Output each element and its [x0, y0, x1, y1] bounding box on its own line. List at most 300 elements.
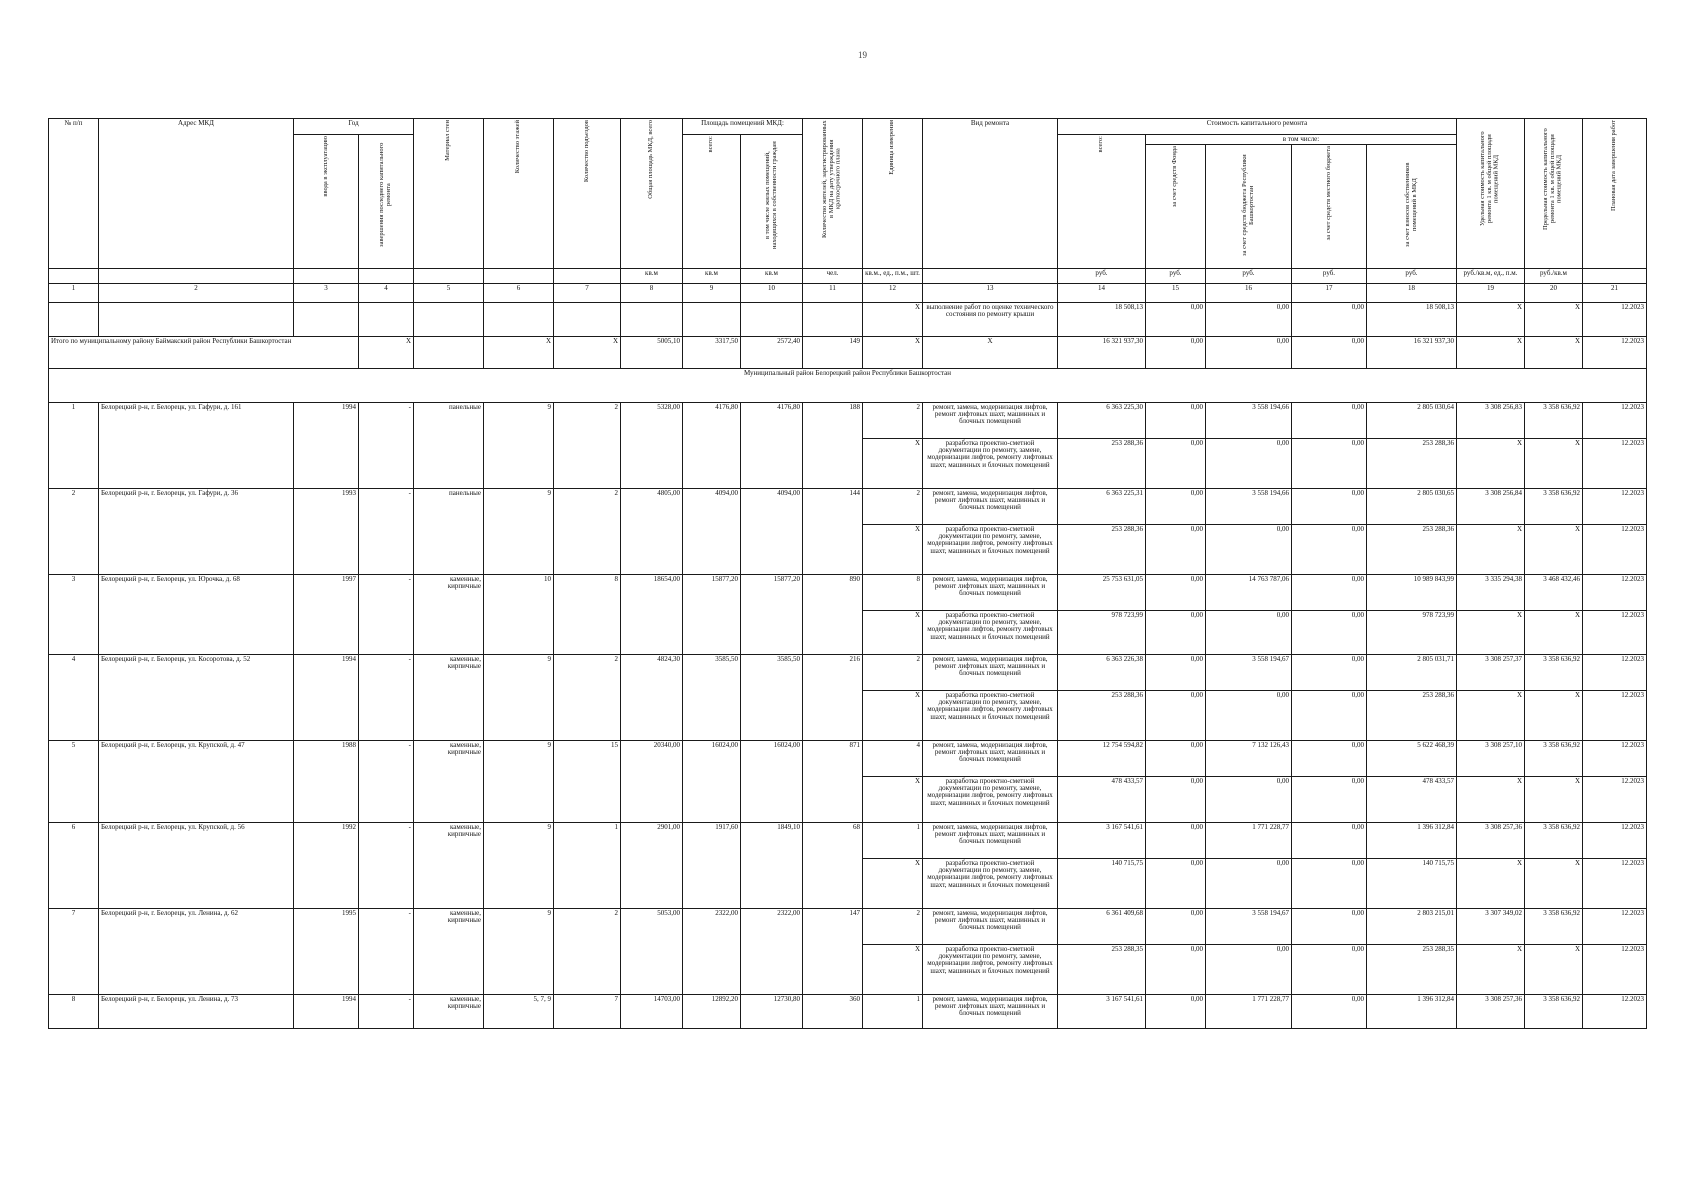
row-residents: 68 [803, 822, 863, 908]
work-republic: 1 771 228,77 [1206, 822, 1292, 858]
work-fund: 0,00 [1146, 654, 1206, 690]
work-owners: 978 723,99 [1367, 610, 1457, 654]
unit-cell [923, 268, 1058, 283]
table-row [49, 574, 1647, 610]
work-owners: 2 805 030,65 [1367, 488, 1457, 524]
work-description: разработка проектно-сметной документации по ремонту, замене, модернизации лифтов, ремонту лифтовых шахт, машинных и блочных помещений [923, 858, 1058, 908]
row-area: 2901,00 [621, 822, 683, 908]
work-specific: X [1457, 690, 1525, 740]
section-title: Муниципальный район Белорецкий район Республики Башкортостан [49, 368, 1647, 402]
work-max: X [1525, 776, 1583, 822]
work-local: 0,00 [1292, 402, 1367, 438]
row-number: 7 [49, 908, 99, 994]
work-local: 0,00 [1292, 944, 1367, 994]
header-floors: Количество этажей [514, 120, 522, 174]
row-material: каменные, кирпичные [414, 740, 484, 822]
header-no: № п/п [49, 119, 99, 269]
row-residents: 144 [803, 488, 863, 574]
row-last-repair: - [359, 488, 414, 574]
work-local: 0,00 [1292, 488, 1367, 524]
total-row-residential: 2572,40 [741, 336, 803, 368]
work-total: 253 288,36 [1058, 524, 1146, 574]
pre-row-specific: X [1457, 302, 1525, 336]
table-row [49, 740, 1647, 776]
header-premises-residential: в том числе жилых помещений, находящихся в собственности граждан [763, 141, 778, 249]
row-residents: 360 [803, 994, 863, 1028]
work-total: 253 288,35 [1058, 944, 1146, 994]
work-republic: 1 771 228,77 [1206, 994, 1292, 1028]
header-cost-owners: за счет взносов собственников помещений в МКД [1403, 163, 1418, 248]
work-total: 6 363 226,38 [1058, 654, 1146, 690]
column-index-cell: 8 [621, 283, 683, 302]
units-row [49, 268, 1647, 283]
work-owners: 5 622 468,39 [1367, 740, 1457, 776]
work-unit: 8 [863, 574, 923, 610]
work-date: 12.2023 [1583, 908, 1647, 944]
row-area: 5053,00 [621, 908, 683, 994]
row-entrances: 1 [554, 822, 621, 908]
total-row-area: 5005,10 [621, 336, 683, 368]
row-last-repair: - [359, 740, 414, 822]
work-unit: X [863, 944, 923, 994]
row-residential: 12730,80 [741, 994, 803, 1028]
pre-row-local: 0,00 [1292, 302, 1367, 336]
work-date: 12.2023 [1583, 524, 1647, 574]
row-residents: 188 [803, 402, 863, 488]
work-description: ремонт, замена, модернизация лифтов, ремонт лифтовых шахт, машинных и блочных помещений [923, 994, 1058, 1028]
unit-cell [484, 268, 554, 283]
row-residents: 147 [803, 908, 863, 994]
work-specific: 3 308 257,36 [1457, 994, 1525, 1028]
column-index-cell: 9 [683, 283, 741, 302]
pre-row-unit: X [863, 302, 923, 336]
row-year: 1993 [294, 488, 359, 574]
header-cost: Стоимость капитального ремонта [1058, 119, 1457, 135]
column-index-cell: 19 [1457, 283, 1525, 302]
row-number: 8 [49, 994, 99, 1028]
work-description: разработка проектно-сметной документации по ремонту, замене, модернизации лифтов, ремонту лифтовых шахт, машинных и блочных помещений [923, 944, 1058, 994]
work-date: 12.2023 [1583, 654, 1647, 690]
total-row-local: 0,00 [1292, 336, 1367, 368]
unit-cell [49, 268, 99, 283]
row-year: 1997 [294, 574, 359, 654]
row-last-repair: - [359, 994, 414, 1028]
work-description: разработка проектно-сметной документации по ремонту, замене, модернизации лифтов, ремонту лифтовых шахт, машинных и блочных помещений [923, 438, 1058, 488]
row-entrances: 15 [554, 740, 621, 822]
row-residents: 216 [803, 654, 863, 740]
total-row-date: 12.2023 [1583, 336, 1647, 368]
column-index-row [49, 283, 1647, 302]
work-date: 12.2023 [1583, 776, 1647, 822]
work-local: 0,00 [1292, 610, 1367, 654]
work-fund: 0,00 [1146, 944, 1206, 994]
work-local: 0,00 [1292, 858, 1367, 908]
row-address: Белорецкий р-н, г. Белорецк, ул. Юрочка, д. 68 [99, 574, 294, 654]
work-unit: 2 [863, 402, 923, 438]
header-max-cost: Предельная стоимость капитального ремонта 1 кв. м общей площади помещений МКД [1542, 128, 1563, 230]
column-index-cell: 6 [484, 283, 554, 302]
row-area: 4805,00 [621, 488, 683, 574]
total-row-republic: 0,00 [1206, 336, 1292, 368]
header-unit: Единица измерения [888, 120, 896, 175]
pre-row-republic: 0,00 [1206, 302, 1292, 336]
work-owners: 478 433,57 [1367, 776, 1457, 822]
work-local: 0,00 [1292, 822, 1367, 858]
work-date: 12.2023 [1583, 488, 1647, 524]
work-republic: 3 558 194,67 [1206, 654, 1292, 690]
row-floors: 9 [484, 488, 554, 574]
row-material: панельные [414, 488, 484, 574]
work-owners: 2 805 031,71 [1367, 654, 1457, 690]
total-row-label: Итого по муниципальному району Баймакский район Республики Башкортостан [49, 336, 359, 368]
row-area: 14703,00 [621, 994, 683, 1028]
work-date: 12.2023 [1583, 994, 1647, 1028]
work-specific: 3 308 256,84 [1457, 488, 1525, 524]
total-row-floors: X [484, 336, 554, 368]
column-index-cell: 17 [1292, 283, 1367, 302]
work-max: X [1525, 438, 1583, 488]
work-fund: 0,00 [1146, 690, 1206, 740]
work-republic: 14 763 787,06 [1206, 574, 1292, 610]
table-row [49, 402, 1647, 438]
work-description: ремонт, замена, модернизация лифтов, ремонт лифтовых шахт, машинных и блочных помещений [923, 822, 1058, 858]
work-local: 0,00 [1292, 740, 1367, 776]
header-address: Адрес МКД [99, 119, 294, 269]
work-date: 12.2023 [1583, 858, 1647, 908]
row-residents: 890 [803, 574, 863, 654]
work-fund: 0,00 [1146, 908, 1206, 944]
table-row [49, 654, 1647, 690]
work-max: 3 358 636,92 [1525, 402, 1583, 438]
unit-cell [359, 268, 414, 283]
work-fund: 0,00 [1146, 822, 1206, 858]
work-republic: 0,00 [1206, 858, 1292, 908]
column-index-cell: 7 [554, 283, 621, 302]
work-description: ремонт, замена, модернизация лифтов, ремонт лифтовых шахт, машинных и блочных помещений [923, 654, 1058, 690]
row-address: Белорецкий р-н, г. Белорецк, ул. Гафури, д. 161 [99, 402, 294, 488]
row-premises: 12892,20 [683, 994, 741, 1028]
work-max: 3 358 636,92 [1525, 740, 1583, 776]
column-index-cell: 21 [1583, 283, 1647, 302]
work-unit: 2 [863, 488, 923, 524]
unit-cell: кв.м [741, 268, 803, 283]
work-unit: 1 [863, 822, 923, 858]
row-last-repair: - [359, 402, 414, 488]
row-floors: 10 [484, 574, 554, 654]
work-max: 3 468 432,46 [1525, 574, 1583, 610]
work-date: 12.2023 [1583, 690, 1647, 740]
work-total: 253 288,36 [1058, 438, 1146, 488]
header-entrances: Количество подъездов [582, 120, 590, 183]
work-fund: 0,00 [1146, 858, 1206, 908]
header-cost-local: за счет средств местного бюджета [1324, 146, 1332, 241]
total-row-residents: 149 [803, 336, 863, 368]
row-residential: 16024,00 [741, 740, 803, 822]
row-last-repair: - [359, 654, 414, 740]
pre-row-max: X [1525, 302, 1583, 336]
work-specific: 3 308 257,37 [1457, 654, 1525, 690]
unit-cell: руб. [1292, 268, 1367, 283]
column-index-cell: 18 [1367, 283, 1457, 302]
total-row-entrances: X [554, 336, 621, 368]
work-republic: 0,00 [1206, 690, 1292, 740]
total-row-specific: X [1457, 336, 1525, 368]
work-local: 0,00 [1292, 438, 1367, 488]
work-total: 3 167 541,61 [1058, 822, 1146, 858]
total-row-work: X [923, 336, 1058, 368]
work-max: X [1525, 858, 1583, 908]
work-description: ремонт, замена, модернизация лифтов, ремонт лифтовых шахт, машинных и блочных помещений [923, 740, 1058, 776]
pre-row-total: 18 508,13 [1058, 302, 1146, 336]
row-material: каменные, кирпичные [414, 822, 484, 908]
row-premises: 4094,00 [683, 488, 741, 574]
work-fund: 0,00 [1146, 402, 1206, 438]
header-premises-total: всего: [707, 136, 715, 153]
total-row [49, 336, 1647, 368]
row-area: 4824,30 [621, 654, 683, 740]
unit-cell [99, 268, 294, 283]
work-fund: 0,00 [1146, 776, 1206, 822]
row-entrances: 7 [554, 994, 621, 1028]
work-date: 12.2023 [1583, 822, 1647, 858]
row-premises: 3585,50 [683, 654, 741, 740]
row-entrances: 8 [554, 574, 621, 654]
row-area: 18654,00 [621, 574, 683, 654]
work-total: 3 167 541,61 [1058, 994, 1146, 1028]
work-description: ремонт, замена, модернизация лифтов, ремонт лифтовых шахт, машинных и блочных помещений [923, 574, 1058, 610]
work-republic: 0,00 [1206, 438, 1292, 488]
total-row-premises: 3317,50 [683, 336, 741, 368]
work-max: 3 358 636,92 [1525, 488, 1583, 524]
total-row-fund: 0,00 [1146, 336, 1206, 368]
work-owners: 253 288,35 [1367, 944, 1457, 994]
row-area: 5328,00 [621, 402, 683, 488]
work-date: 12.2023 [1583, 944, 1647, 994]
work-description: разработка проектно-сметной документации по ремонту, замене, модернизации лифтов, ремонту лифтовых шахт, машинных и блочных помещений [923, 690, 1058, 740]
work-owners: 1 396 312,84 [1367, 822, 1457, 858]
row-last-repair: - [359, 908, 414, 994]
row-number: 5 [49, 740, 99, 822]
row-entrances: 2 [554, 402, 621, 488]
work-republic: 0,00 [1206, 610, 1292, 654]
row-entrances: 2 [554, 488, 621, 574]
work-specific: 3 308 257,10 [1457, 740, 1525, 776]
work-republic: 3 558 194,67 [1206, 908, 1292, 944]
work-specific: X [1457, 776, 1525, 822]
header-wall-material: Материал стен [444, 120, 452, 161]
row-residential: 3585,50 [741, 654, 803, 740]
row-material: каменные, кирпичные [414, 994, 484, 1028]
unit-cell: кв.м [683, 268, 741, 283]
work-fund: 0,00 [1146, 438, 1206, 488]
column-index-cell: 2 [99, 283, 294, 302]
work-date: 12.2023 [1583, 740, 1647, 776]
work-local: 0,00 [1292, 654, 1367, 690]
work-total: 253 288,36 [1058, 690, 1146, 740]
work-specific: 3 335 294,38 [1457, 574, 1525, 610]
work-max: 3 358 636,92 [1525, 994, 1583, 1028]
page-number: 19 [858, 50, 867, 60]
row-year: 1994 [294, 654, 359, 740]
header-repair-type: Вид ремонта [923, 119, 1058, 269]
row-address: Белорецкий р-н, г. Белорецк, ул. Ленина, д. 73 [99, 994, 294, 1028]
column-index-cell: 20 [1525, 283, 1583, 302]
row-material: каменные, кирпичные [414, 574, 484, 654]
work-date: 12.2023 [1583, 402, 1647, 438]
unit-cell [414, 268, 484, 283]
row-address: Белорецкий р-н, г. Белорецк, ул. Крупской, д. 47 [99, 740, 294, 822]
work-unit: X [863, 690, 923, 740]
row-floors: 9 [484, 654, 554, 740]
work-description: ремонт, замена, модернизация лифтов, ремонт лифтовых шахт, машинных и блочных помещений [923, 488, 1058, 524]
work-unit: X [863, 776, 923, 822]
row-residential: 4176,80 [741, 402, 803, 488]
work-total: 478 433,57 [1058, 776, 1146, 822]
column-index-cell: 4 [359, 283, 414, 302]
row-floors: 9 [484, 822, 554, 908]
header-specific-cost: Удельная стоимость капитального ремонта 1 кв. м общей площади помещений МКД [1479, 131, 1500, 227]
work-specific: X [1457, 944, 1525, 994]
unit-cell: кв.м., ед., п.м., шт. [863, 268, 923, 283]
pre-row-date: 12.2023 [1583, 302, 1647, 336]
row-address: Белорецкий р-н, г. Белорецк, ул. Гафури, д. 36 [99, 488, 294, 574]
row-number: 3 [49, 574, 99, 654]
total-row-total: 16 321 937,30 [1058, 336, 1146, 368]
work-unit: X [863, 438, 923, 488]
unit-cell [294, 268, 359, 283]
work-owners: 253 288,36 [1367, 690, 1457, 740]
work-local: 0,00 [1292, 994, 1367, 1028]
work-local: 0,00 [1292, 524, 1367, 574]
row-year: 1994 [294, 402, 359, 488]
header-total-area: Общая площадь МКД, всего [647, 120, 655, 199]
row-address: Белорецкий р-н, г. Белорецк, ул. Косоротова, д. 52 [99, 654, 294, 740]
row-floors: 5, 7, 9 [484, 994, 554, 1028]
work-unit: 1 [863, 994, 923, 1028]
work-unit: X [863, 858, 923, 908]
row-residential: 15877,20 [741, 574, 803, 654]
header-year-commission: ввода в эксплуатацию [321, 136, 329, 197]
header-residents: Количество жителей, зарегистрированных в МКД на дату утверждения краткосрочного плана [821, 120, 842, 238]
row-premises: 2322,00 [683, 908, 741, 994]
work-unit: 2 [863, 908, 923, 944]
work-max: 3 358 636,92 [1525, 654, 1583, 690]
total-row-unit: X [863, 336, 923, 368]
work-owners: 1 396 312,84 [1367, 994, 1457, 1028]
table-row [49, 994, 1647, 1028]
work-date: 12.2023 [1583, 610, 1647, 654]
pre-row-fund: 0,00 [1146, 302, 1206, 336]
section-row [49, 368, 1647, 402]
column-index-cell: 11 [803, 283, 863, 302]
work-total: 6 363 225,31 [1058, 488, 1146, 524]
work-total: 12 754 594,82 [1058, 740, 1146, 776]
column-index-cell: 16 [1206, 283, 1292, 302]
row-floors: 9 [484, 402, 554, 488]
work-total: 25 753 631,05 [1058, 574, 1146, 610]
row-material: каменные, кирпичные [414, 908, 484, 994]
column-index-cell: 10 [741, 283, 803, 302]
work-specific: X [1457, 524, 1525, 574]
work-total: 6 361 409,68 [1058, 908, 1146, 944]
work-max: 3 358 636,92 [1525, 908, 1583, 944]
row-year: 1995 [294, 908, 359, 994]
column-index-cell: 15 [1146, 283, 1206, 302]
column-index-cell: 5 [414, 283, 484, 302]
header-premises-area: Площадь помещений МКД: [683, 119, 803, 135]
work-local: 0,00 [1292, 908, 1367, 944]
work-republic: 0,00 [1206, 776, 1292, 822]
header-cost-republic: за счет средств бюджета Республики Башкортостан [1240, 154, 1255, 257]
unit-cell: руб. [1367, 268, 1457, 283]
row-address: Белорецкий р-н, г. Белорецк, ул. Крупской, д. 56 [99, 822, 294, 908]
header-cost-incl: в том числе: [1146, 135, 1457, 145]
work-max: X [1525, 524, 1583, 574]
work-republic: 3 558 194,66 [1206, 402, 1292, 438]
work-unit: X [863, 524, 923, 574]
column-index-cell: 14 [1058, 283, 1146, 302]
work-specific: X [1457, 438, 1525, 488]
row-residents: 871 [803, 740, 863, 822]
work-description: разработка проектно-сметной документации по ремонту, замене, модернизации лифтов, ремонту лифтовых шахт, машинных и блочных помещений [923, 776, 1058, 822]
row-year: 1992 [294, 822, 359, 908]
unit-cell [1583, 268, 1647, 283]
work-local: 0,00 [1292, 776, 1367, 822]
row-residential: 1849,10 [741, 822, 803, 908]
work-specific: 3 308 257,36 [1457, 822, 1525, 858]
work-owners: 10 989 843,99 [1367, 574, 1457, 610]
table-row [49, 488, 1647, 524]
row-residential: 2322,00 [741, 908, 803, 994]
row-entrances: 2 [554, 654, 621, 740]
work-total: 140 715,75 [1058, 858, 1146, 908]
row-year: 1994 [294, 994, 359, 1028]
table-row [49, 822, 1647, 858]
work-description: разработка проектно-сметной документации по ремонту, замене, модернизации лифтов, ремонту лифтовых шахт, машинных и блочных помещений [923, 524, 1058, 574]
work-owners: 140 715,75 [1367, 858, 1457, 908]
column-index-cell: 3 [294, 283, 359, 302]
row-premises: 4176,80 [683, 402, 741, 488]
unit-cell: руб. [1206, 268, 1292, 283]
work-specific: 3 307 349,02 [1457, 908, 1525, 944]
row-premises: 16024,00 [683, 740, 741, 822]
work-specific: 3 308 256,83 [1457, 402, 1525, 438]
row-material: каменные, кирпичные [414, 654, 484, 740]
work-fund: 0,00 [1146, 740, 1206, 776]
table-row [49, 908, 1647, 944]
unit-cell: руб. [1146, 268, 1206, 283]
work-specific: X [1457, 610, 1525, 654]
unit-cell: руб./кв.м, ед., п.м. [1457, 268, 1525, 283]
row-material: панельные [414, 402, 484, 488]
header-year: Год [294, 119, 414, 135]
work-local: 0,00 [1292, 574, 1367, 610]
total-row-last-repair: X [359, 336, 414, 368]
row-premises: 15877,20 [683, 574, 741, 654]
total-row-owners: 16 321 937,30 [1367, 336, 1457, 368]
row-last-repair: - [359, 822, 414, 908]
total-row-max: X [1525, 336, 1583, 368]
row-floors: 9 [484, 908, 554, 994]
work-max: X [1525, 690, 1583, 740]
work-owners: 2 805 030,64 [1367, 402, 1457, 438]
row-number: 6 [49, 822, 99, 908]
column-index-cell: 13 [923, 283, 1058, 302]
work-owners: 253 288,36 [1367, 438, 1457, 488]
work-fund: 0,00 [1146, 574, 1206, 610]
row-year: 1988 [294, 740, 359, 822]
repair-plan-table [48, 118, 1647, 1029]
